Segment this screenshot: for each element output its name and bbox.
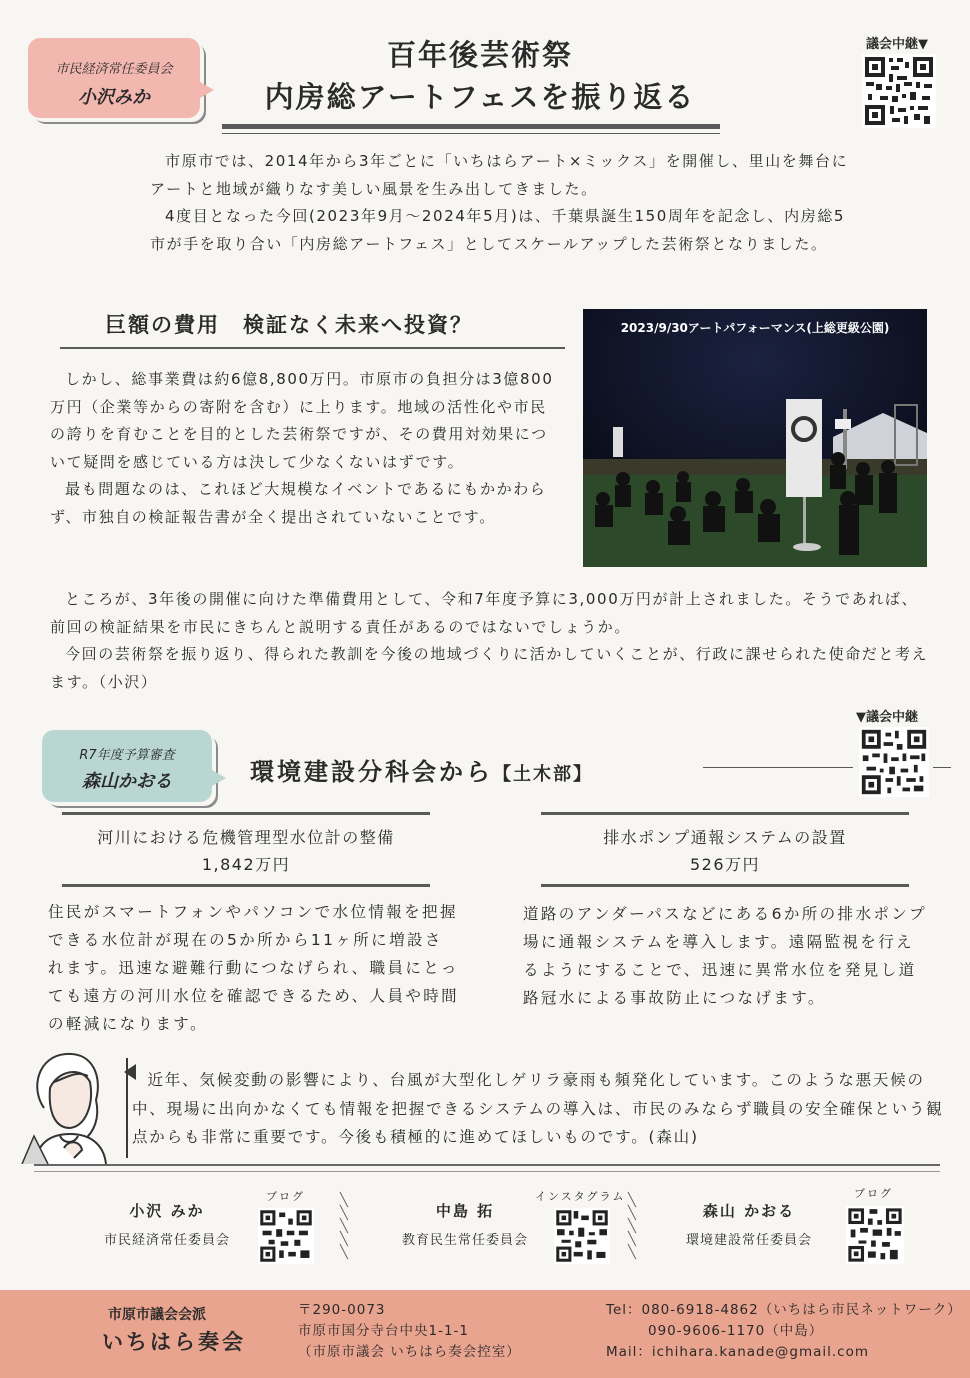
qr-code-blog-ozawa[interactable]	[258, 1208, 314, 1264]
section2-title-line-end	[933, 767, 951, 768]
member-tag-blog-3: ブログ	[854, 1187, 893, 1200]
member-tag-instagram: インスタグラム	[535, 1190, 626, 1203]
member-separator-2: ╲ ╲ ╲ ╲ ╲	[628, 1193, 636, 1260]
item2-top-rule	[541, 812, 909, 815]
member-name: 中島 拓	[435, 1202, 495, 1220]
title-underline	[222, 124, 720, 129]
item1-bottom-rule	[62, 884, 430, 887]
member-nakajima	[382, 1200, 548, 1248]
item2-amount: 526万円	[689, 855, 761, 874]
author-badge-moriyama	[42, 730, 212, 802]
avatar	[14, 1048, 126, 1164]
member-role: 環境建設常任委員会	[685, 1233, 812, 1248]
address-line-2: （市原市議会 いちはら奏会控室）	[298, 1344, 521, 1360]
item2-bottom-rule	[541, 884, 909, 887]
intro-paragraph-1: 市原市では、2014年から3年ごとに「いちはらアート×ミックス」を開催し、里山を舞台にアートと地域が織りなす美しい風景を生み出してきました。	[150, 152, 849, 198]
member-ozawa	[84, 1200, 250, 1248]
photo-caption: 2023/9/30アートパフォーマンス(上総更級公園)	[620, 321, 890, 335]
member-name: 小沢 みか	[129, 1202, 205, 1220]
email-link[interactable]: Mail：ichihara.kanade@gmail.com	[606, 1344, 870, 1360]
woman-illustration-icon	[14, 1048, 126, 1164]
qr-code-live-2[interactable]	[859, 727, 929, 797]
photo-illustration	[583, 309, 927, 567]
member-tag-blog-1: ブログ	[266, 1190, 305, 1203]
item2-heading	[541, 824, 909, 878]
qr-label-live-2: ▼議会中継	[856, 710, 918, 725]
qr-label-live: 議会中継▼	[866, 37, 928, 52]
cost-paragraph-4: 今回の芸術祭を振り返り、得られた教訓を今後の地域づくりに活かしていくことが、行政に課せられた使命だと考えます。（小沢）	[50, 645, 929, 691]
qr-code-live-1[interactable]	[862, 54, 936, 128]
author-name-2: 森山かおる	[82, 771, 172, 792]
member-separator-1: ╲ ╲ ╲ ╲ ╲	[340, 1193, 348, 1260]
cost-paragraph-2: 最も問題なのは、これほど大規模なイベントであるにもかかわらず、市独自の検証報告書が全く提出されていないことです。	[50, 480, 547, 526]
postal-code: 〒290-0073	[298, 1302, 386, 1318]
item2-text: 道路のアンダーパスなどにある6か所の排水ポンプ場に通報システムを導入します。遠隔監視を行えるようにすることで、迅速に異常水位を発見し道路冠水による事故防止につなげます。	[523, 905, 928, 1007]
section2-title-text: 環境建設分科会から	[250, 758, 493, 786]
item1-title: 河川における危機管理型水位計の整備	[97, 828, 395, 847]
qr-icon	[862, 54, 936, 128]
member-name: 森山 かおる	[702, 1202, 796, 1220]
party-name: いちはら奏会	[102, 1330, 246, 1354]
title-line-2: 内房総アートフェスを振り返る	[264, 80, 696, 114]
title-line-1: 百年後芸術祭	[386, 38, 573, 72]
footer-contact	[606, 1300, 962, 1363]
author-role: 市民経済常任委員会	[55, 62, 173, 77]
address-line-1: 市原市国分寺台中央1-1-1	[298, 1323, 470, 1339]
member-role: 教育民生常任委員会	[401, 1233, 528, 1248]
qr-icon	[554, 1208, 610, 1264]
article-title	[220, 34, 740, 118]
author-name: 小沢みか	[78, 87, 150, 108]
tel-2: 090-9606-1170（中島）	[648, 1323, 824, 1339]
item1-text: 住民がスマートフォンやパソコンで水位情報を把握できる水位計が現在の5か所から11ヶ所に増設されます。迅速な避難行動につなげられ、職員にとっても遠方の河川水位を確認できるため、人員や時間の軽減になります。	[48, 903, 460, 1033]
cost-text-full	[50, 586, 930, 696]
footer	[0, 1290, 970, 1378]
member-moriyama	[666, 1200, 832, 1248]
item1-top-rule	[62, 812, 430, 815]
subheading-underline	[60, 347, 565, 349]
item1-heading	[62, 824, 430, 878]
party-label: 市原市議会会派	[108, 1307, 206, 1323]
section2-title	[250, 752, 593, 787]
member-role: 市民経済常任委員会	[103, 1233, 230, 1248]
footer-address	[298, 1300, 521, 1363]
comment-text: 近年、気候変動の影響により、台風が大型化しゲリラ豪雨も頻発化しています。このような悪天候の中、現場に出向かなくても情報を把握できるシステムの導入は、市民のみならず職員の安全確保という観点からも非常に重要です。今後も積極的に進めてほしいものです。(森山)	[132, 1071, 944, 1146]
item1-amount: 1,842万円	[201, 855, 291, 874]
author-badge-ozawa	[28, 38, 200, 118]
section2-title-line	[703, 767, 853, 768]
subheading-cost: 巨額の費用 検証なく未来へ投資？	[105, 313, 473, 337]
title-underline-thin	[222, 133, 720, 134]
section2-title-tag: 【土木部】	[493, 764, 593, 785]
qr-icon	[258, 1208, 314, 1264]
tel-1: Tel：080-6918-4862（いちはら市民ネットワーク）	[606, 1302, 962, 1318]
cost-paragraph-3: ところが、3年後の開催に向けた準備費用として、令和7年度予算に3,000万円が計上されました。そうであれば、前回の検証結果を市民にきちんと説明する責任があるのではないでしょうか。	[50, 590, 919, 636]
item2-title: 排水ポンプ通報システムの設置	[603, 828, 847, 847]
members-divider	[34, 1164, 940, 1172]
cost-paragraph-1: しかし、総事業費は約6億8,800万円。市原市の負担分は3億800万円（企業等からの寄附を含む）に上ります。地域の活性化や市民の誇りを育むことを目的とした芸術祭ですが、その費用対効果について疑問を感じている方は決して少なくないはずです。	[50, 370, 554, 471]
qr-code-instagram-nakajima[interactable]	[554, 1208, 610, 1264]
cost-text-left	[50, 366, 558, 531]
qr-code-blog-moriyama[interactable]	[846, 1206, 904, 1264]
intro-paragraph-2: 4度目となった今回(2023年9月～2024年5月)は、千葉県誕生150周年を記念し、内房総5市が手を取り合い「内房総アートフェス」としてスケールアップした芸術祭となりました。	[150, 207, 846, 253]
event-photo	[583, 309, 927, 567]
qr-icon	[846, 1206, 904, 1264]
comment-bar	[126, 1058, 128, 1158]
author-role-2: R7年度予算審査	[79, 748, 175, 763]
qr-icon	[859, 727, 929, 797]
intro-text	[150, 148, 850, 258]
